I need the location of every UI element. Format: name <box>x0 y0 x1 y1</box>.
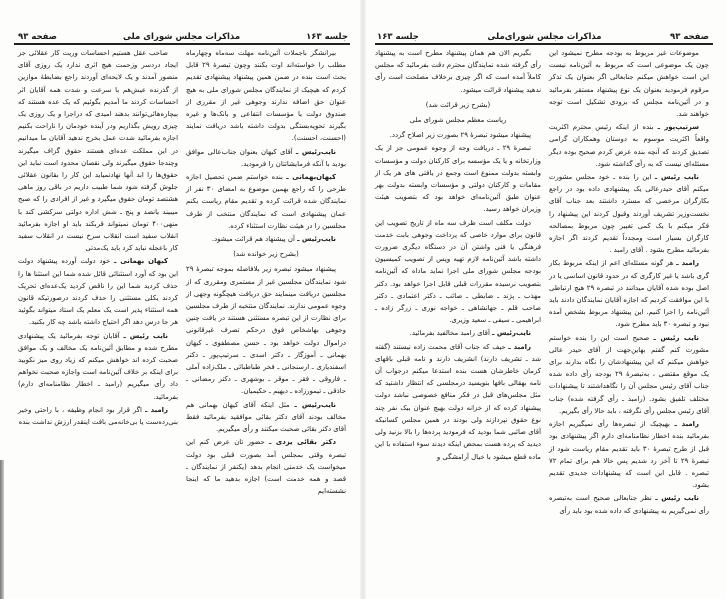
body-paragraph: صاحب عقل هستیم احساسات وریت کار عقلائی جز ایجاد دردسر وزحمت هیچ اثری ندارد یک روزی آقای منصور آمدند و یک لایحه‌ای آوردند راجع بضابطهٔ موازین از گذرنده عیش‌هم با سرعت و شدت همه آقایان اثر احساسات کردند ما آمدیم بگوئیم که یک عده هستند که بیچاره‌هائی‌توانند بدهند امیدی که دراجرا و یک روزی یک چیزی رویش بگذاریم ودر آینده خودمان را ناراحت بکنیم اجازه بفرمائید شدت عمل بخرج ندهید آقایان ما میدانیم در این مملکت عده‌ای هستند حقوق گزاف میگیرند وچندجا حقوق میگیرند ولی نقصان محدود است نباید این حقوق‌ها را ابد آنها نهاد‌نمیاید این کار را بقانون عقلائی جلوش گرفته شود شما طبیب داریم در باقی روز ماهی هشتصد تومان حقوق میگیرد و غیر از افرادی را که صبح میبیند یانصد و پنج ـ شش اداره دولتی سرکشی کند با منهی۴۰۰ تومان نمیتواند قربکند باید او اجازه بفرمائید انقلاب سفید است انقلاب سرخ نیست در انقلاب سفید کار باعجله نباید کرد باید یک‌مدتی <box>18 49 178 253</box>
speech-text: بنده از اینکه رئیس محترم اکثریت واقعاً اکثریت موسوم به دوستان وهمکاران گرامی تصدیق کردند که آنچه بنده عرض کردم صحیح بوده دیگر مسئله‌ای نیست که به رأی گذاشته شود. <box>549 123 709 168</box>
page-number: صفحه ۹۳ <box>670 32 709 42</box>
speaker-name: نایب‌رئیس ـ <box>297 235 336 244</box>
right-page-right-column <box>549 47 709 518</box>
speech-paragraph <box>186 399 346 436</box>
speech-paragraph <box>549 332 709 417</box>
speech-text: آقای کیهان بعنوان جناب‌عالی موافق بودید با آنکه فرمایشاتتان را فرمودید. <box>186 147 346 168</box>
speaker-name: کیهان‌بهمانی ـ <box>286 173 336 182</box>
centered-caption: ریاست معظم مجلس شورای ملی <box>409 116 507 125</box>
speaker-name: رامبد ـ <box>674 420 699 429</box>
speaker-name: نایب رئیس ـ <box>123 331 168 340</box>
body-paragraph: پیشنهاد میشود تبصره زیر بلافاصله بموجه تبصرهٔ ۲۹ شود نمایندگان مجلسین غیر از مستمری ومقرری که از مجلسین دریافت مینمایند حق دریافت هیچگونه وجهی از وجوه عمومی ندارند. نمایندگان منتخبه از طرف مجلسین برای نظارت از این تبصره مستثنی هستند در یافت چنین وجوهی بهاشخاص فوق درحکم تصرف غیرقانونی دراموال دولت خواهد بود ـ حسن مصطفوی ـ کیهان بهمانی ـ آموزگار ـ دکتر اسدی ـ سرتیپ‌پور ـ دکتر اسفندیاری ـ ارسنجانی ـ فخر طباطبائی ـ ملک‌زاده آملی ـ فاروقی ـ فقر ـ موقر ـ بوشهری ـ دکتر رمضانی ـ حاذقی ـ تیمورزاده ـ دیهیم ـ حکیمیان. <box>186 265 346 396</box>
speech-text: حضور تان عرض کنم این تبصره وقتی بمجلس آمد بصورت قبلی بود دولت میخواست یک خدمتی انجام بدهد (یکنفر از نمایندگان ـ قصد و همه خدمت است) اجازه بدهید ما که اینجا نشسته‌ایم <box>186 438 346 496</box>
scan-edge-shadow <box>0 460 4 599</box>
speech-paragraph <box>186 233 346 245</box>
body-paragraph: موضوعات غیر مربوط به بودجه مطرح نمیشود این چون یک موضوعی است که مربوط به آئین‌نامه نیست این است خواهش میکنم جنابعالی اگر بعنوان یک تذکر مرقوم فرمودید بعنوان یک نوع پیشنهاد مستقر بفرمائید و در آئین‌نامه مجلس که بزودی تشکیل است توجه خواهند شد. <box>549 49 709 119</box>
speech-text: بنده خواستم ضمن تحصیل اجازه طرحی را که راجع بهمین موضوع به امضای ۳۰ نفر از نمایندگان شده قرائت کرده و تقدیم مقام ریاست بکنم عمان پیشنهادی است که نمایندگان منتخب از طرف مجلسین را در هیئت نظارت استثناء کرده. <box>186 173 347 230</box>
body-paragraph: پیشنهاد میشود تبصرهٔ ۲۹ بصورت زیر اصلاح گردد. <box>389 131 531 140</box>
speech-text: هر گونه مسئله‌ای اعم از اینکه مربوط بکار گری باشد یا غیر کارگری که در حدود قانون اساسی یا در اصل بوده شده آقایان میدانند در تبصره ۲۹ هیچ ارتباطی با این موافقت کردیم که اجازه آقایان نمایندگان دادند باید آئین‌نامه را اجرا کنیم. این پیشنهاد مربوط بشخص آمده نبود و تبصره ۳۰ باید مطرح شود. <box>549 259 709 329</box>
speaker-name: نایب رئیس ـ <box>654 173 699 182</box>
speaker-name: سرتیپ‌پور ـ <box>657 123 699 132</box>
speech-paragraph <box>375 327 541 339</box>
right-page-left-column <box>375 47 541 464</box>
body-paragraph: بیرانشگر باجملات آئین‌نامه مهلت سه‌ماه وچهارماه مطلب را خواسته‌اند اوت بکنند وچون تبصرهٔ ۲۹ قابل بحث است بنده در ضمن همین پیشنهاد پیشنهادی تقدیم کردم که هیچیک از نمایندگان مجلس شورای ملی به هیچ عنوان حق اضافه ندارند وجوهی غیر از مقرری از صندوق دولت یا مؤسسات انتفاعی و بانک‌ها و غیره بگیرند تحویه‌بستگی بدولت داشته باشد دریافت نمایند (احسنت، احسنت). <box>186 49 346 143</box>
speech-text: صحیح است این را بنده خواستم مشورت کنم گفتم بهاین‌جهت از آقای حیدر عالی خواهش میکنم که این پیشنهادشان را نگاه بدارند برای یک موقع مقتضی ، به‌تبصرهٔ ۲۹ بودجه رأی داده شده جناب آقای رئیس مجلس آن را نگاهداشتند تا پیشنهادات مختلف تلفیق بشود. (رامبد ـ رأی گرفته شده) جناب آقای رئیس مجلس رأی نگرفته ، باید حالا رأی بگیریم. <box>549 333 709 415</box>
speech-paragraph <box>549 171 709 256</box>
speaker-name: نایب‌رئیس ـ <box>492 329 531 338</box>
speech-paragraph <box>375 341 541 463</box>
speech-paragraph <box>549 257 709 330</box>
speech-paragraph <box>18 404 178 428</box>
speech-text: این را بنده ـ خود مجلس مشورت میکنم آقای حیدرعالی یک پیشنهادی داده بود در راجع بکارگران مرخصی که مسترد داشتند بعد جناب آقای نخست‌وزیر تشریف آوردند وقبول کردند این پیشنهاد را فکر میکنم با یک کمی تغییر چون مربوط بمصالحه کارگران بسیار است ومجدداً تقدیم کردند اگر اجازه بفرمائید مطرح بشود . آقای رامبد . <box>549 173 709 255</box>
header-rule <box>375 43 713 45</box>
centered-caption: (بشرح زیر خوانده شد) <box>233 250 299 259</box>
speaker-name: رامبد ـ <box>676 259 699 268</box>
speech-text: آن پیشنهاد هم قرائت میشود. <box>211 235 295 244</box>
left-page-left-column <box>18 47 178 429</box>
speech-text: آقایان توجه بفرمائید یک پیشنهادی مطرح شده و مطابق آئین‌نامه یک مخالف و یک موافق صحبت کرده اند خواهش میکنم که زیاد روی میز نکوبید برای اینکه بر خلاف آئین‌نامه است واجازه صحبت نخواهم داد رأی میگیریم (رامبد ـ اخطار نظامنامه‌ای دارم) بفرمائید. <box>18 331 178 401</box>
speech-text: مثل اینکه آقای کیهان بهمانی هم مخالف بودند آقای دکتر بقائی موافقید بفرمائید فقط آقای دکتر بقائی صحبت میکنند و رأی میگیریم. <box>186 400 346 434</box>
right-page <box>363 0 726 599</box>
speech-paragraph <box>186 436 346 497</box>
speech-text: بهیچیک از تبصره‌ها رأی نمیگیریم اجازه بفرمائید بنده اخطار نظامنامه‌ای دارم اگر پیشنهادی بود قبل از طرح تبصرهٔ ۳۰ باید تقدیم مقام ریاست شود از تبصرهٔ ۲۹ تا آخر رد شدیم پس حالا هم برای تمام ۷۲ تبصره . قابل این است که پیشنهادات جدیدی تقدیم بشود. <box>549 420 709 490</box>
session-number: جلسه ۱۶۳ <box>306 32 348 42</box>
header-rule <box>14 43 350 45</box>
speech-paragraph <box>549 492 709 516</box>
speaker-name: رامبد ـ <box>145 405 168 414</box>
publication-title: مذاکرات مجلس شورای‌ملی <box>487 32 602 42</box>
speaker-name: نایب‌رئیس ـ <box>294 400 336 409</box>
session-number: جلسه ۱۶۳ <box>377 32 419 42</box>
speaker-name: نایب‌رئیس ـ <box>295 147 336 156</box>
speaker-name: دکتر بقائی یزدی ـ <box>269 438 336 447</box>
speech-paragraph <box>549 121 709 170</box>
speaker-name: نایب رئیس ـ <box>655 494 699 503</box>
speech-text: اگر قرار بود انجام وظیفه ، با راحتی وخیر بنی‌رده‌ست یا بی‌خانه‌می بافت اینقدر ارزش نداشت بنده <box>18 405 178 427</box>
publication-title: مذاکرات مجلس شورای ملی <box>122 32 241 42</box>
speech-paragraph <box>18 255 178 328</box>
speech-text: آقای رامبد مخالفید بفرمائید. <box>409 329 490 338</box>
left-page-header <box>18 26 348 42</box>
speech-paragraph <box>186 146 346 170</box>
right-page-header <box>377 26 709 42</box>
speaker-name: رامبد ـ <box>508 342 531 351</box>
page-number: صفحه ۹۳ <box>18 32 57 42</box>
body-paragraph: بگیریم الان هم همان پیشنهاد مطرح است به پیشنهاد رأی گرفته شده نمایندگان محترم دقت بفرمائید که مجلس کاملاً آمده است که اگر چیزی برخلاف مصلحت است رأی ندهید پیشنهاد قرائت میشود. <box>375 49 541 94</box>
speech-paragraph <box>549 418 709 491</box>
speech-text: خود دولت آورده پیشنهاد دولت این بود که آورد استثنائی قائل شده شما این استثنا ها را حذف کردید شما این را ناقص کردید یک‌عده‌ای تحریک کردند یکلی مستثنی را حذف کردند درصورتیکه قانون همه استثناء پذیر است یک معلم یک استاد میتواند بگوئید هر جا درس دهد اگر احتیاج داشته باشد چه کار بکنید. <box>18 257 178 327</box>
centered-caption: (بشرح زیر قرائت شد) <box>425 100 491 109</box>
speech-text: حیف که جناب آقای محمت زاده نیستند (گفته شد ـ تشریف دارند) انشریف دارند و نامه قبلی باقهای کرمان خاطرشان هست بنده استدعا میکنم درجواب آن نامه بهقالی بافها بنویسید درمجلسی که انتظار داشتید که مثل مجلس‌های قبل در فکر منافع خصوصی نباشد دولت پیشنهاد کرده که از خزانه دولت بهیچ عنوان بیک نفر چند نوع حقوق نپردازند ولی بودند در همین مجلس کسانیکه آقای صائبی شما بودید که فرمودید پرده‌ها را بالا بزنید ولی دیدید که پرده هست بمحض اینکه دیدند سوء استفاده با این ماده قطع میشود با خیال آرامشگی و <box>374 342 541 461</box>
body-paragraph: تبصرهٔ ۲۹ ـ دریافت وجه از وجوه عمومی جز از یک وزارتخانه و یا یک مؤسسه برای کارکنان دولت و مؤسسات وابسته بدولت ممنوع است وجمع در یافتی های هر یک از مقامات و کارکنان دولتی و مؤسسات وابسته بدولت بهر عنوان طبق آئین‌نامه‌ای خواهد بود که بتصویب هیئت وزیران خواهد رسید. <box>375 144 541 214</box>
speaker-name: نایب رئیس ـ <box>653 333 699 342</box>
speech-paragraph <box>18 330 178 403</box>
speaker-name: کیهان بهمانی ـ <box>113 257 168 266</box>
left-page-right-column <box>186 47 346 498</box>
speech-text: نظر جنابعالی صحیح است به‌تبصره رأی نمی‌گیریم به پیشنهادی که داده شده بود باید رأی <box>549 494 709 515</box>
speech-paragraph <box>186 171 346 232</box>
body-paragraph: دولت مکلف است ظرف سه ماه از تاریخ تصویب این قانون برای موارد خاصی که پرداخت وجوهی بابت خدمت فرهنگی یا فنی واشتن آن در دستگاه دیگری ضرورت داشته باشد آئین‌نامه لازم تهیه وپس از تصویب کمیسیون بودجه مجلس شورای ملی اجرا نماید ماداه که آئین‌نامه بتصویب نرسیده مقررات قبلی قابل اجرا خواهد بود. دکتر مهذب ـ پژند ـ ضابطی ـ صائب ـ دکتر اعتمادی ـ دکتر صاحب قلم ـ جهانشاهی ـ خواجه نوری ـ زرگر زاده ـ ابراهیمی ـ سیفی ـ سعید وزیری. <box>375 218 541 325</box>
